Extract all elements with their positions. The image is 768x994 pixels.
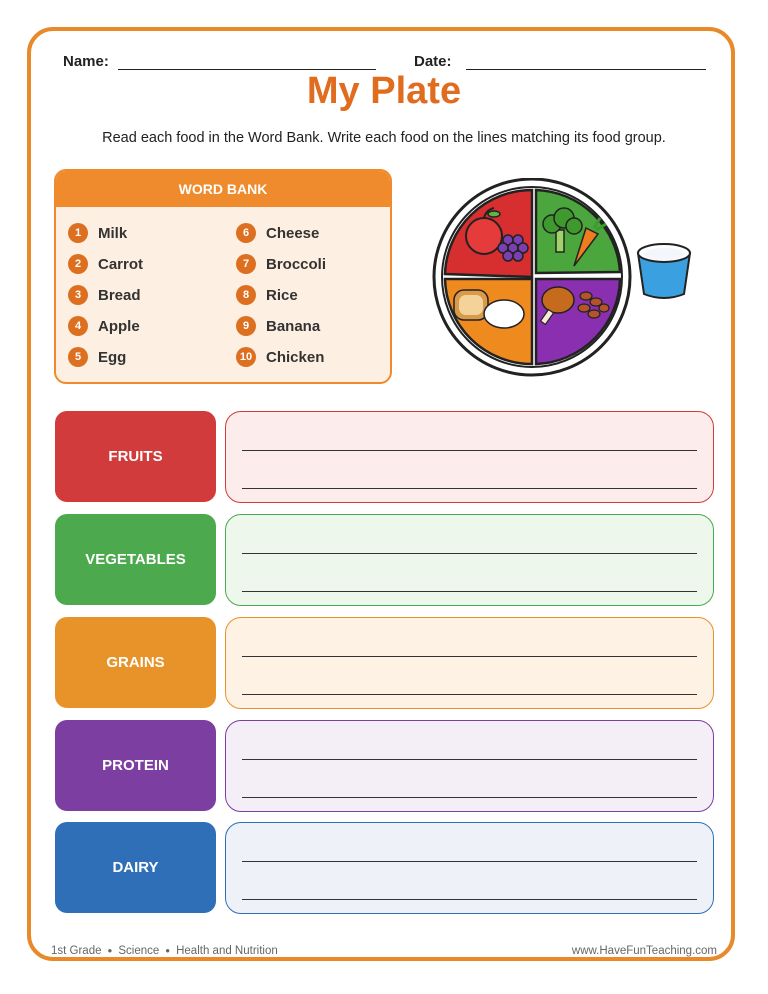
word-bank-item bbox=[68, 254, 143, 274]
group-grains: GRAINS bbox=[55, 617, 216, 708]
item-food: Milk bbox=[98, 224, 128, 242]
item-food: Chicken bbox=[266, 348, 325, 366]
grapes-icon bbox=[498, 235, 528, 261]
myplate-illustration bbox=[428, 178, 698, 378]
group-vegetables: VEGETABLES bbox=[55, 514, 216, 605]
rice-icon bbox=[484, 300, 524, 328]
write-line[interactable] bbox=[242, 488, 697, 489]
write-line[interactable] bbox=[242, 553, 697, 554]
answer-box-fruits[interactable] bbox=[225, 411, 714, 503]
item-number: 1 bbox=[68, 223, 88, 243]
write-line[interactable] bbox=[242, 759, 697, 760]
date-label: Date: bbox=[414, 53, 452, 70]
write-line[interactable] bbox=[242, 797, 697, 798]
word-bank-item bbox=[236, 347, 324, 367]
item-food: Carrot bbox=[98, 255, 144, 273]
write-line[interactable] bbox=[242, 450, 697, 451]
footer-grade: 1st Grade bbox=[51, 945, 102, 957]
item-number: 6 bbox=[236, 223, 256, 243]
item-number: 9 bbox=[236, 316, 256, 336]
instructions: Read each food in the Word Bank. Write each food on the lines matching its food group. bbox=[102, 130, 666, 146]
item-food: Broccoli bbox=[266, 255, 327, 273]
item-number: 8 bbox=[236, 285, 256, 305]
group-fruits: FRUITS bbox=[55, 411, 216, 502]
item-number: 5 bbox=[68, 347, 88, 367]
item-food: Egg bbox=[98, 348, 127, 366]
dairy-cup-icon bbox=[638, 244, 690, 298]
word-bank-item bbox=[236, 285, 298, 305]
write-line[interactable] bbox=[242, 861, 697, 862]
write-line[interactable] bbox=[242, 899, 697, 900]
item-food: Cheese bbox=[266, 224, 320, 242]
word-bank-item bbox=[236, 223, 319, 243]
item-food: Banana bbox=[266, 317, 321, 335]
footer-tags: 1st Grade ● Science ● Health and Nutrition bbox=[51, 945, 278, 957]
item-food: Bread bbox=[98, 286, 141, 304]
answer-box-protein[interactable] bbox=[225, 720, 714, 812]
apple-icon bbox=[466, 218, 502, 254]
word-bank-item bbox=[68, 285, 141, 305]
answer-box-grains[interactable] bbox=[225, 617, 714, 709]
bread-icon bbox=[454, 290, 488, 320]
answer-box-dairy[interactable] bbox=[225, 822, 714, 914]
footer-site[interactable]: www.HaveFunTeaching.com bbox=[571, 945, 717, 957]
word-bank-item bbox=[68, 316, 140, 336]
item-food: Apple bbox=[98, 317, 140, 335]
answer-box-vegetables[interactable] bbox=[225, 514, 714, 606]
write-line[interactable] bbox=[242, 591, 697, 592]
page-title: My Plate bbox=[306, 70, 462, 112]
item-number: 10 bbox=[236, 347, 256, 367]
item-number: 3 bbox=[68, 285, 88, 305]
item-number: 4 bbox=[68, 316, 88, 336]
word-bank-title: WORD BANK bbox=[56, 171, 390, 207]
item-food: Rice bbox=[266, 286, 298, 304]
group-protein: PROTEIN bbox=[55, 720, 216, 811]
item-number: 7 bbox=[236, 254, 256, 274]
group-dairy: DAIRY bbox=[55, 822, 216, 913]
write-line[interactable] bbox=[242, 656, 697, 657]
word-bank-item bbox=[236, 254, 326, 274]
item-number: 2 bbox=[68, 254, 88, 274]
write-line[interactable] bbox=[242, 694, 697, 695]
footer-topic: Health and Nutrition bbox=[176, 945, 278, 957]
word-bank-item bbox=[236, 316, 320, 336]
name-label: Name: bbox=[63, 53, 109, 70]
word-bank bbox=[54, 169, 392, 384]
word-bank-item bbox=[68, 223, 127, 243]
word-bank-item bbox=[68, 347, 126, 367]
footer-subject: Science bbox=[118, 945, 160, 957]
